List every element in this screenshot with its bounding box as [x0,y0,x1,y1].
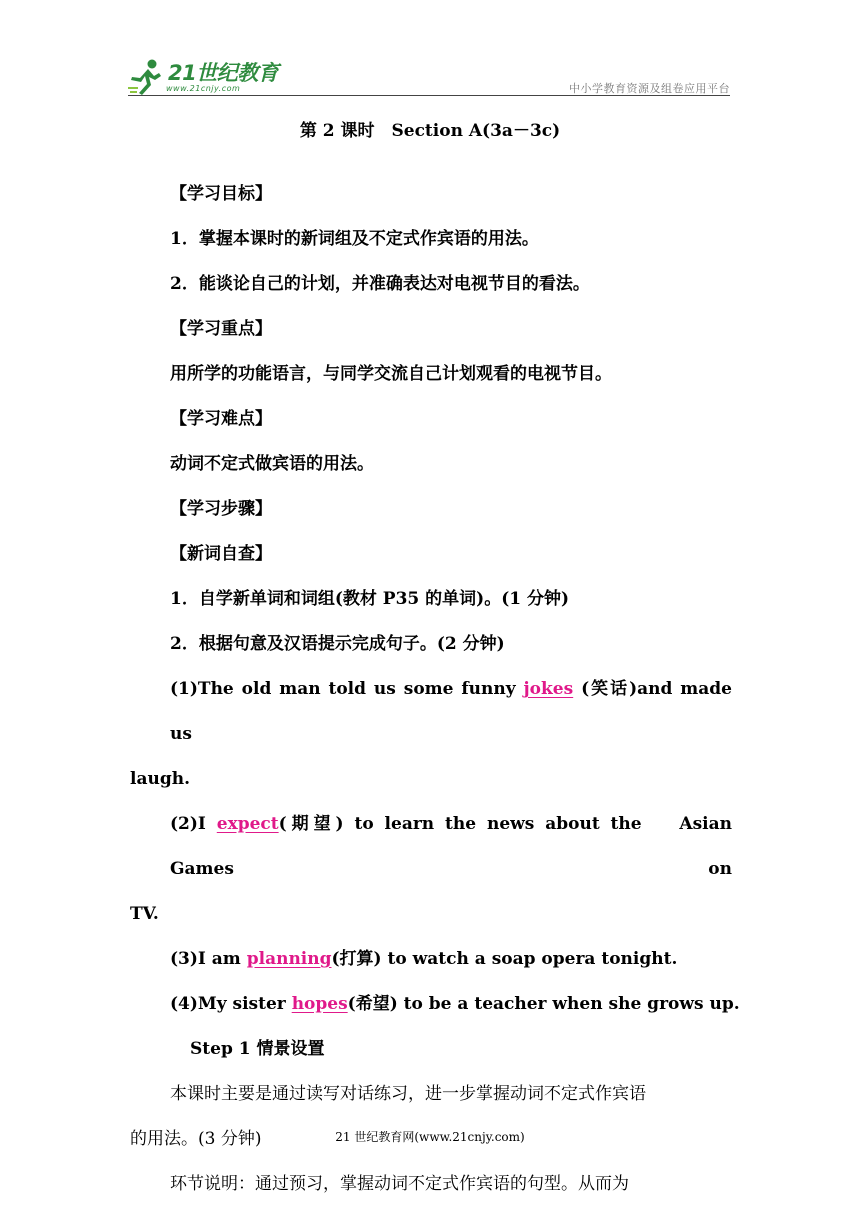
step-heading: Step 1 情景设置 [190,1039,325,1059]
answer-blank: jokes [523,679,574,699]
steps-heading: 【学习步骤】 [170,499,272,519]
exercise-line: (3)I am planning(打算) to watch a soap opera tonight. [170,949,678,969]
runner-icon [128,58,164,96]
document-body [130,172,740,1207]
goal-item: 2．能谈论自己的计划，并准确表达对电视节目的看法。 [170,274,590,294]
exercise-continuation: laugh. [130,769,190,789]
logo-text: 21世纪教育 [168,61,279,85]
check-item: 2．根据句意及汉语提示完成句子。(2 分钟) [170,634,505,654]
page-header [128,58,730,100]
exercise-line: (2)I expect(期望) to learn the news about the Asian Games on [170,814,732,879]
key-text: 用所学的功能语言，与同学交流自己计划观看的电视节目。 [170,364,612,384]
step-note: 环节说明：通过预习，掌握动词不定式作宾语的句型。从而为 [170,1174,629,1194]
exercise-continuation: TV. [130,904,159,924]
answer-blank: hopes [291,994,348,1014]
check-heading: 【新词自查】 [170,544,272,564]
step-text: 的用法。(3 分钟) [130,1129,262,1149]
difficult-text: 动词不定式做宾语的用法。 [170,454,374,474]
difficult-heading: 【学习难点】 [170,409,272,429]
logo [128,58,288,98]
check-item: 1．自学新单词和词组(教材 P35 的单词)。(1 分钟) [170,589,570,609]
goals-heading: 【学习目标】 [170,184,272,204]
header-divider [128,95,730,96]
exercise-line: (4)My sister hopes(希望) to be a teacher when she grows up. [170,994,740,1014]
platform-label: 中小学教育资源及组卷应用平台 [569,82,730,95]
answer-blank: planning [246,949,332,969]
logo-url: www.21cnjy.com [166,84,241,93]
answer-blank: expect [216,814,279,834]
key-heading: 【学习重点】 [170,319,272,339]
page-title: 第 2 课时 Section A(3a－3c) [299,121,561,141]
page-footer: 21 世纪教育网(www.21cnjy.com) [335,1130,525,1144]
exercise-line: (1)The old man told us some funny jokes (笑话)and made us [170,679,732,744]
goal-item: 1．掌握本课时的新词组及不定式作宾语的用法。 [170,229,539,249]
step-text: 本课时主要是通过读写对话练习，进一步掌握动词不定式作宾语 [170,1084,646,1104]
